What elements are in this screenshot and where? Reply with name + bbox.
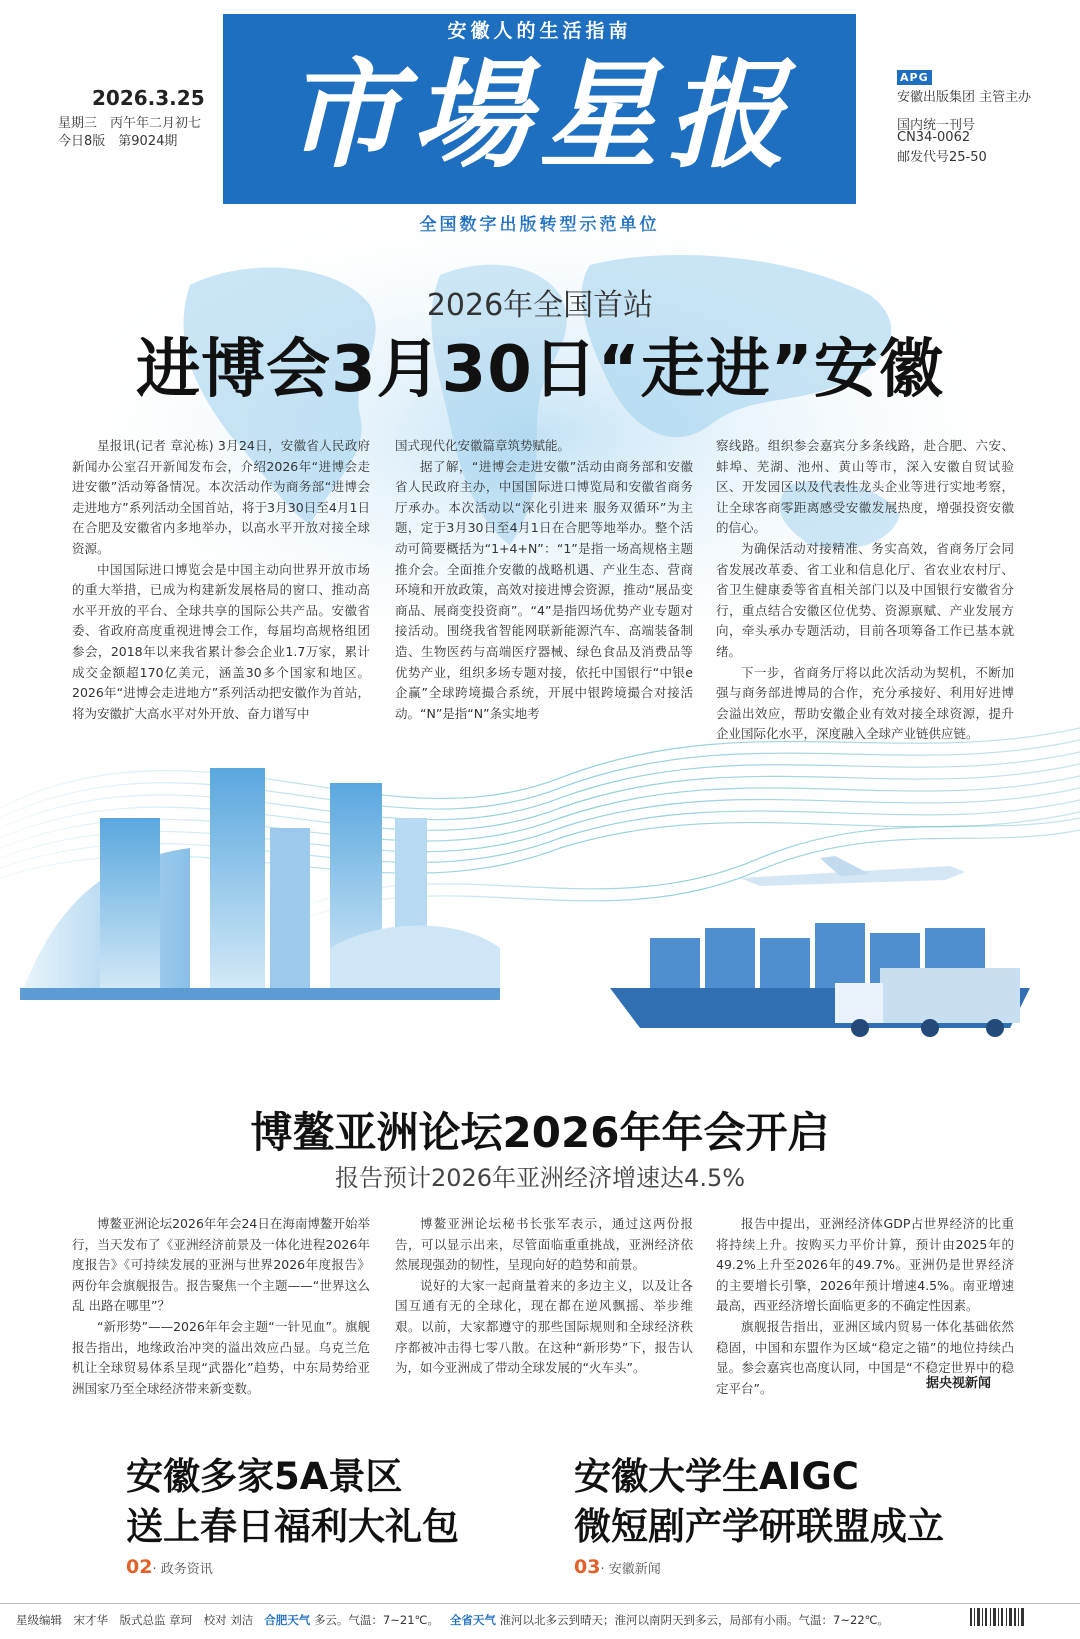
cn-code: CN34-0062 [897,130,971,145]
footer-divider [0,1603,1080,1604]
province-weather-label: 全省天气 [449,1613,496,1627]
article2-paragraph: “新形势”——2026年年会主题“一针见血”。旗舰报告指出，地缘政治冲突的溢出效应凸显。乌克兰危机让全球贸易体系呈现“武器化”趋势，中东局势给亚洲国家乃至全球经济带来新变数。 [72,1318,370,1396]
teaser-scenic-spots[interactable] [126,1452,526,1552]
city-port-illustration [0,688,1080,1068]
article1-paragraph: 下一步，省商务厅将以此次活动为契机，不断加强与商务部进博局的合作，充分承接好、利用好进博会溢出效应，帮助安徽企业有效对接全球资源，提升企业国际化水平，深度融入全球产业链供应链。 [716,664,1014,742]
article1-headline: 进博会3月30日“走进”安徽 [136,333,944,407]
article1-paragraph: 察线路。组织参会嘉宾分多条线路，赴合肥、六安、蚌埠、芜湖、池州、黄山等市，深入安徽自贸试验区、开发园区以及代表性龙头企业等进行实地考察，让全球客商零距离感受安徽发展热度，增强投资安徽的信心。 [716,438,1014,536]
article1-paragraph: 中国国际进口博览会是中国主动向世界开放市场的重大举措，已成为构建新发展格局的窗口、推动高水平开放的平台、全球共享的国际公共产品。安徽省委、省政府高度重视进博会工作，每届均高规格组团参会，2018年以来我省累计参会企业1.7万家，累计成交金额超170亿美元，涵盖30多个国家和地区。2026年“进博会走进地方”系列活动把安徽作为首站，将为安徽扩大高水平对外开放、奋力谱写中 [72,561,370,721]
publisher-logo: APG [897,70,932,85]
article1-column-1 [72,436,370,724]
teaser-title-line: 安徽多家5A景区 [126,1455,403,1498]
article2-paragraph: 报告中提出，亚洲经济体GDP占世界经济的比重将持续上升。按购买力平价计算，预计由2025年的49.2%上升至2026年的49.7%。亚洲仍是世界经济的主要增长引擎，2026年预计增速4.5%。南亚增速最高，西亚经济增长面临更多的不确定性因素。 [716,1216,1014,1314]
hefei-weather: 多云。气温：7~21℃。 [313,1613,439,1627]
issue-edition: 今日8版 第9024期 [58,134,178,149]
teaser-page-number: 03 [574,1556,601,1578]
barcode-icon [968,1606,1064,1628]
article2-column-2 [395,1214,693,1379]
issue-weekday: 星期三 丙午年二月初七 [58,116,202,131]
newspaper-title: 市場星报 [283,45,796,184]
article1-column-2 [395,436,693,724]
teaser-aigc-alliance[interactable] [574,1452,1034,1552]
teaser-title-line: 安徽大学生AIGC [574,1455,859,1498]
article2-paragraph: 旗舰报告指出，亚洲区域内贸易一体化基础依然稳固，中国和东盟作为区域“稳定之锚”的地位持续凸显。参会嘉宾也高度认同，中国是“不稳定世界中的稳定平台”。 [716,1318,1014,1396]
teaser-title-line: 微短剧产学研联盟成立 [574,1505,944,1548]
cn-label: 国内统一刊号 [897,118,976,133]
teaser-title-line: 送上春日福利大礼包 [126,1505,459,1548]
footer-credits: 星级编辑 宋才华 版式总监 章珂 校对 刘洁 [16,1613,254,1627]
issue-date: 2026.3.25 [92,86,205,110]
teaser-page-number: 02 [126,1556,153,1578]
footer-bar [16,1612,1064,1628]
article2-paragraph: 说好的大家一起商量着来的多边主义，以及让各国互通有无的全球化，现在都在逆风飘摇、举步维艰。以前，大家都遵守的那些国际规则和全球经济秩序都被冲击得七零八散。在这种“新形势”下，报告认为，如今亚洲成了带动全球发展的“火车头”。 [395,1277,693,1376]
article2-paragraph: 博鳌亚洲论坛秘书长张军表示，通过这两份报告，可以显示出来，尽管面临重重挑战，亚洲经济依然展现强劲的韧性，呈现向好的趋势和前景。 [395,1216,693,1273]
postal-code: 邮发代号25-50 [897,150,987,165]
teaser-page-ref[interactable] [126,1556,213,1578]
article2-headline: 博鳌亚洲论坛2026年年会开启 [250,1108,830,1157]
teaser-section: · 安徽新闻 [600,1562,661,1577]
article1-paragraph: 据了解，“进博会走进安徽”活动由商务部和安徽省人民政府主办，中国国际进口博览局和安徽省商务厅承办。本次活动以“深化引进来 服务双循环”为主题，定于3月30日至4月1日在合肥等地举办。整个活动可简要概括为“1+4+N”：“1”是指一场高规格主题推介会。全面推介安徽的战略机遇、产业生态、营商环境和开放政策，高效对接进博会资源，推动“展品变商品、展商变投资商”。“4”是指四场优势产业专题对接活动。围绕我省智能网联新能源汽车、高端装备制造、生物医药与高端医疗器械、绿色食品及消费品等优势产业，组织多场专题对接，依托中国银行“中银e企赢”全球跨境撮合系统，开展中银跨境撮合对接活动。“N”是指“N”条实地考 [395,458,693,721]
article2-subhead: 报告预计2026年亚洲经济增速达4.5% [334,1164,746,1192]
article2-source: 据央视新闻 [926,1376,992,1391]
hefei-weather-label: 合肥天气 [264,1613,311,1627]
article1-paragraph: 为确保活动对接精准、务实高效，省商务厅会同省发展改革委、省工业和信息化厅、省农业农村厅、省卫生健康委等省直相关部门以及中国银行安徽省分行，重点结合安徽区位优势、资源禀赋、产业发展方向，牵头承办专题活动，目前各项筹备工作已基本就绪。 [716,540,1014,659]
article2-column-1 [72,1214,370,1399]
article1-kicker: 2026年全国首站 [426,288,654,323]
article1-paragraph: 星报讯(记者 章沁栋) 3月24日，安徽省人民政府新闻办公室召开新闻发布会，介绍2026年“进博会走进安徽”活动筹备情况。本次活动作为商务部“进博会走进地方”系列活动全国首站，将于3月30日至4月1日在合肥及安徽省内多地举办，以高水平开放对接全球资源。 [72,438,370,556]
teaser-section: · 政务资讯 [152,1562,213,1577]
teaser-page-ref[interactable] [574,1556,661,1578]
article2-paragraph: 博鳌亚洲论坛2026年年会24日在海南博鳌开始举行，当天发布了《亚洲经济前景及一体化进程2026年度报告》《可持续发展的亚洲与世界2026年度报告》两份年会旗舰报告。报告聚焦一个主题——“世界这么乱 出路在哪里”？ [72,1216,370,1314]
masthead-tagline-top: 安徽人的生活指南 [447,20,632,42]
article1-paragraph: 国式现代化安徽篇章筑势赋能。 [395,438,571,453]
publisher-info: 安徽出版集团 主管主办 [897,90,1032,105]
province-weather: 淮河以北多云到晴天；淮河以南阴天到多云，局部有小雨。气温：7~22℃。 [499,1613,890,1627]
